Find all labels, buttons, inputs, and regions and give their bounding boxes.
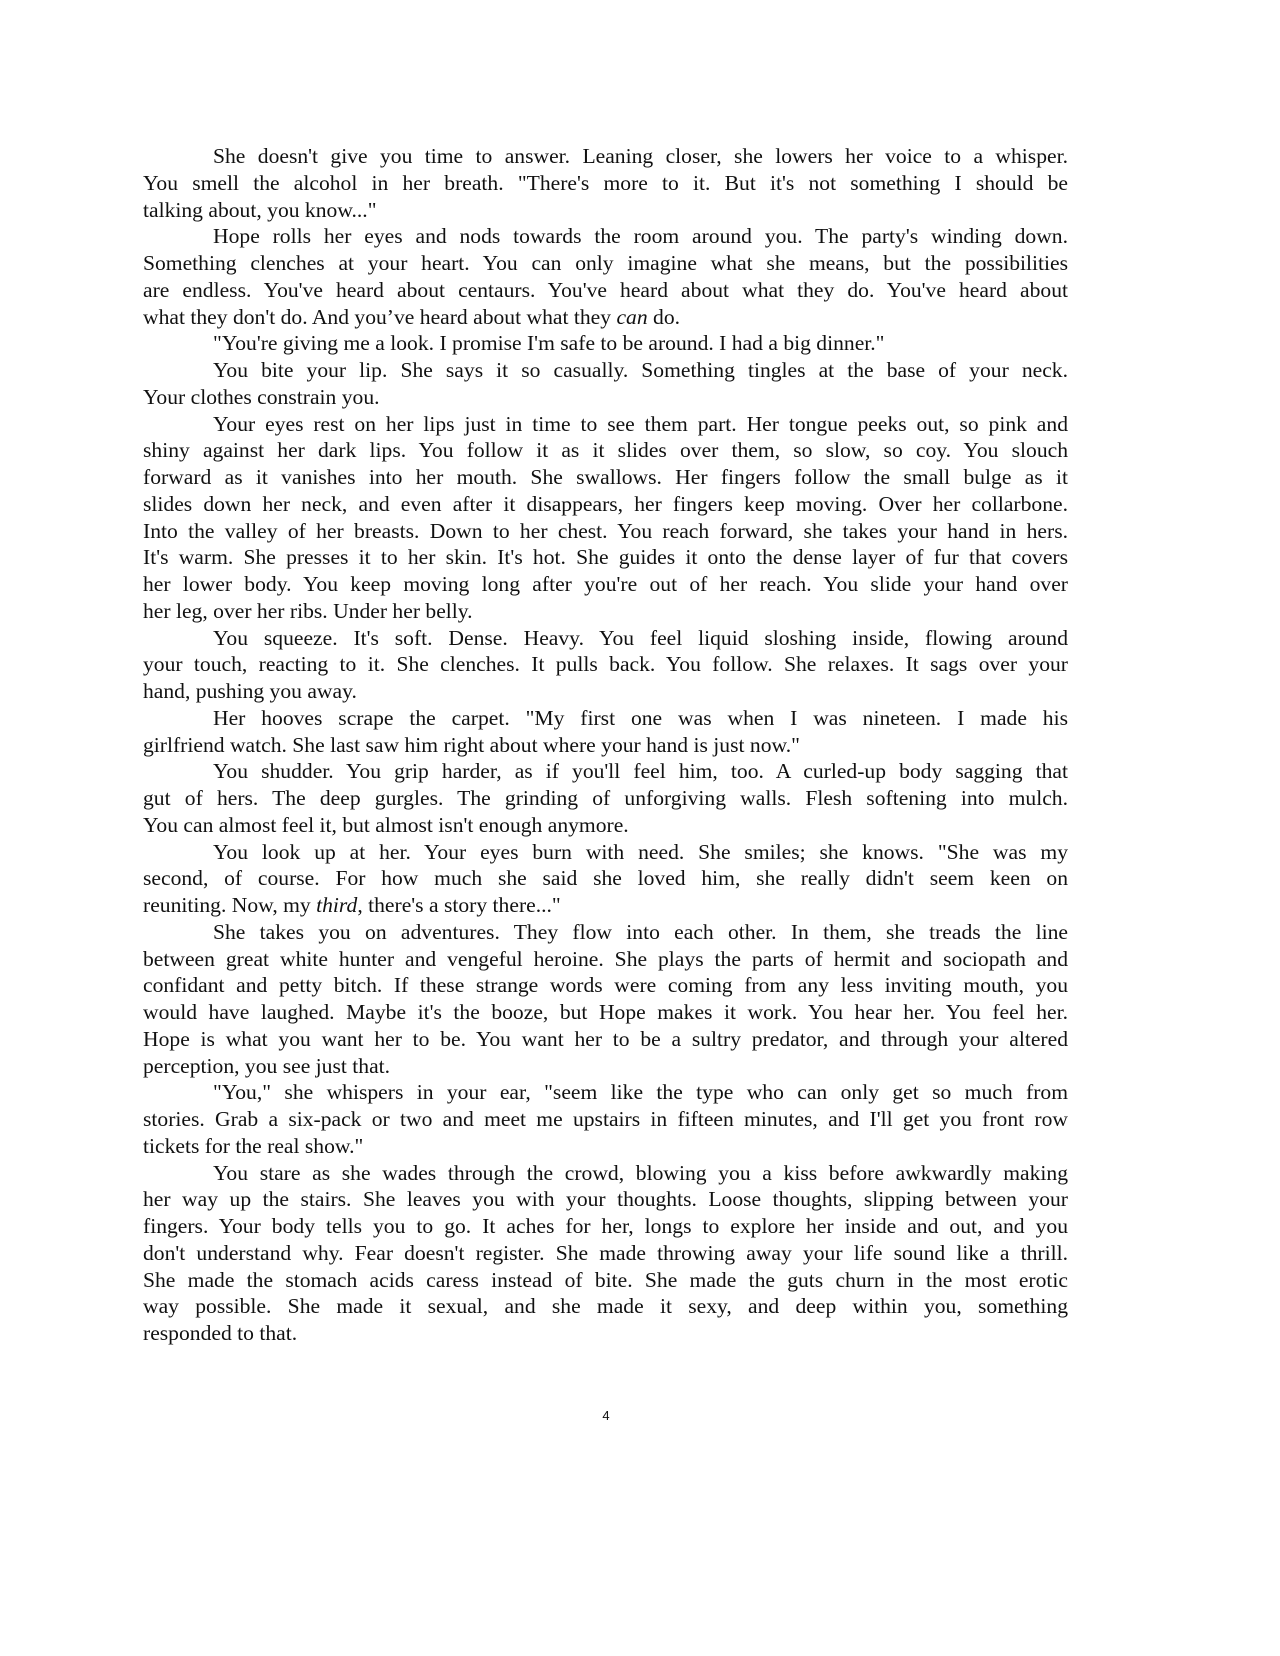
text-line: Your clothes constrain you.: [143, 384, 380, 409]
paragraph: [143, 1079, 1068, 1159]
paragraph: [143, 919, 1068, 1080]
text-line: stories. Grab a six-pack or two and meet me upstairs in fifteen minutes, and I'll get you front row: [143, 1107, 1068, 1131]
text-line: would have laughed. Maybe it's the booze, but Hope makes it work. You hear her. You feel her.: [143, 1000, 1068, 1024]
text-line: forward as it vanishes into her mouth. She swallows. Her fingers follow the small bulge as it: [143, 465, 1068, 489]
text-line: [143, 304, 1068, 331]
text-line: "You're giving me a look. I promise I'm safe to be around. I had a big dinner.": [213, 331, 885, 356]
text-line: You smell the alcohol in her breath. "There's more to it. But it's not something I should be: [143, 170, 1068, 195]
text-line: hand, pushing you away.: [143, 679, 357, 703]
text-line: You can almost feel it, but almost isn't enough anymore.: [143, 812, 629, 837]
text-line: second, of course. For how much she said she loved him, she really didn't seem keen on: [143, 866, 1068, 891]
text-line: Hope is what you want her to be. You want her to be a sultry predator, and through your altered: [143, 1026, 1068, 1051]
text-line: fingers. Your body tells you to go. It aches for her, longs to explore her inside and out, and you: [143, 1214, 1068, 1238]
text-line: shiny against her dark lips. You follow it as it slides over them, so slow, so coy. You slouch: [143, 438, 1068, 463]
text-line: gut of hers. The deep gurgles. The grinding of unforgiving walls. Flesh softening into mulch.: [143, 786, 1068, 810]
text-line: don't understand why. Fear doesn't register. She made throwing away your life sound like a thrill.: [143, 1240, 1068, 1265]
italic-text: can: [616, 304, 648, 329]
text-line: You stare as she wades through the crowd, blowing you a kiss before awkwardly making: [213, 1160, 1068, 1185]
text-segment: do.: [647, 304, 681, 329]
text-line: [143, 892, 1068, 919]
text-line: "You," she whispers in your ear, "seem like the type who can only get so much from: [213, 1080, 1068, 1105]
text-line: tickets for the real show.": [143, 1133, 364, 1158]
text-line: You squeeze. It's soft. Dense. Heavy. You feel liquid sloshing inside, flowing around: [213, 625, 1068, 650]
text-line: Into the valley of her breasts. Down to her chest. You reach forward, she takes your hand in hers.: [143, 518, 1068, 543]
text-line: her lower body. You keep moving long after you're out of her reach. You slide your hand over: [143, 572, 1068, 596]
text-line: talking about, you know...": [143, 197, 377, 222]
text-line: You look up at her. Your eyes burn with need. She smiles; she knows. "She was my: [213, 839, 1068, 864]
italic-text: third: [316, 893, 358, 917]
paragraph: [143, 625, 1068, 705]
text-line: between great white hunter and vengeful heroine. She plays the parts of hermit and sociopath and: [143, 946, 1068, 971]
paragraph: [143, 1160, 1068, 1347]
text-line: girlfriend watch. She last saw him right about where your hand is just now.": [143, 732, 800, 757]
text-line: She made the stomach acids caress instead of bite. She made the guts churn in the most erotic: [143, 1267, 1068, 1292]
paragraph: [143, 839, 1068, 919]
paragraph: [143, 758, 1068, 838]
text-line: your touch, reacting to it. She clenches. It pulls back. You follow. She relaxes. It sags over your: [143, 652, 1068, 677]
text-line: It's warm. She presses it to her skin. It's hot. She guides it onto the dense layer of fur that covers: [143, 545, 1068, 570]
text-segment: reuniting. Now, my: [143, 893, 317, 917]
paragraph: [143, 357, 1068, 411]
text-line: Something clenches at your heart. You can only imagine what she means, but the possibilities: [143, 251, 1068, 275]
text-line: You bite your lip. She says it so casually. Something tingles at the base of your neck.: [213, 358, 1068, 382]
text-line: confidant and petty bitch. If these strange words were coming from any less inviting mouth, you: [143, 973, 1068, 998]
text-line: her leg, over her ribs. Under her belly.: [143, 598, 473, 623]
text-line: Her hooves scrape the carpet. "My first one was when I was nineteen. I made his: [213, 705, 1068, 730]
text-line: slides down her neck, and even after it disappears, her fingers keep moving. Over her collarbone.: [143, 491, 1068, 516]
text-line: Hope rolls her eyes and nods towards the room around you. The party's winding down.: [213, 224, 1068, 249]
text-line: responded to that.: [143, 1321, 298, 1345]
text-line: She doesn't give you time to answer. Leaning closer, she lowers her voice to a whisper.: [213, 144, 1068, 168]
paragraph: [143, 411, 1068, 625]
text-segment: , there's a story there...": [357, 893, 561, 917]
page-number: 4: [602, 1408, 610, 1423]
text-line: She takes you on adventures. They flow into each other. In them, she treads the line: [213, 919, 1068, 944]
text-line: perception, you see just that.: [143, 1053, 391, 1078]
text-segment: what they don't do. And you’ve heard about what they: [143, 304, 617, 329]
paragraph: [143, 705, 1068, 759]
paragraph: [143, 223, 1068, 330]
text-line: are endless. You've heard about centaurs. You've heard about what they do. You've heard about: [143, 277, 1068, 302]
text-line: her way up the stairs. She leaves you with your thoughts. Loose thoughts, slipping between your: [143, 1187, 1068, 1212]
text-line: You shudder. You grip harder, as if you'll feel him, too. A curled-up body sagging that: [213, 759, 1068, 784]
paragraph: [143, 143, 1068, 223]
paragraph: [143, 330, 1068, 357]
document-body: [143, 143, 1068, 1347]
text-line: Your eyes rest on her lips just in time to see them part. Her tongue peeks out, so pink and: [213, 411, 1068, 436]
text-line: way possible. She made it sexual, and she made it sexy, and deep within you, something: [143, 1294, 1068, 1319]
